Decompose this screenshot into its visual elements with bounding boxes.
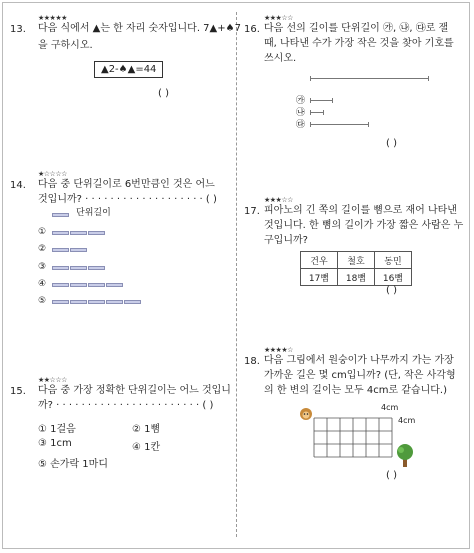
- unit-segment: [70, 283, 87, 287]
- unit-segment: [88, 266, 105, 270]
- option-marker[interactable]: ①: [38, 227, 47, 237]
- option-4[interactable]: ④ 1칸: [132, 442, 161, 453]
- difficulty-stars: ★★☆☆☆: [38, 376, 67, 384]
- line-tick: [310, 122, 311, 127]
- equation-box: ▲2-♠▲=44: [94, 61, 163, 78]
- question-number: 15.: [10, 386, 26, 397]
- option-3[interactable]: ③ 1cm: [38, 438, 72, 449]
- monkey-icon: [300, 408, 312, 420]
- question-text: 것입니다. 한 뼘의 길이가 가장 짧은 사람은 누: [264, 220, 464, 231]
- unit-segment: [70, 248, 87, 252]
- unit-label-na: ㉯: [296, 108, 306, 118]
- unit-label-ga: ㉮: [296, 96, 306, 106]
- question-number: 13.: [10, 24, 26, 35]
- column-divider: [236, 12, 237, 537]
- tree-icon: [397, 444, 413, 467]
- table-header: 건우: [301, 252, 338, 269]
- question-number: 14.: [10, 180, 26, 191]
- table-header: 철호: [338, 252, 375, 269]
- question-text: 때, 나타낸 수가 가장 작은 것을 찾아 기호를: [264, 38, 454, 49]
- unit-segment: [52, 231, 69, 235]
- line-tick: [323, 110, 324, 115]
- unit-segment: [88, 300, 105, 304]
- unit-length-label: 단위길이: [76, 208, 111, 218]
- option-marker[interactable]: ⑤: [38, 296, 47, 306]
- unit-segment: [70, 266, 87, 270]
- question-number: 18.: [244, 356, 260, 367]
- question-number: 17.: [244, 206, 260, 217]
- table-header: 동민: [375, 252, 412, 269]
- unit-segment: [106, 283, 123, 287]
- answer-blank[interactable]: ( ): [158, 88, 169, 99]
- span-table: [300, 251, 412, 286]
- line-tick: [310, 98, 311, 103]
- question-text: 다음 그림에서 원숭이가 나무까지 가는 가장: [264, 355, 454, 366]
- unit-segment: [124, 300, 141, 304]
- table-cell: 17뼘: [301, 269, 338, 286]
- question-text: 을 구하시오.: [38, 40, 93, 51]
- question-text: 다음 식에서 ▲는 한 자리 숫자입니다. 7▲+♠7: [38, 23, 241, 34]
- unit-segment: [52, 300, 69, 304]
- unit-line-ga: [310, 100, 332, 101]
- option-marker[interactable]: ④: [38, 279, 47, 289]
- answer-blank[interactable]: ( ): [386, 285, 397, 296]
- unit-line-na: [310, 112, 323, 113]
- option-marker[interactable]: ③: [38, 262, 47, 272]
- line-tick: [332, 98, 333, 103]
- difficulty-stars: ★☆☆☆☆: [38, 170, 67, 178]
- line-tick: [310, 110, 311, 115]
- question-text: 까? · · · · · · · · · · · · · · · · · · · · · · · ( ): [38, 400, 214, 411]
- route-grid-figure: [298, 404, 418, 470]
- option-2[interactable]: ② 1뼘: [132, 424, 161, 435]
- option-1[interactable]: ① 1걸음: [38, 424, 76, 435]
- question-text: 가까운 길은 몇 cm입니까? (단, 작은 사각형: [264, 370, 456, 381]
- unit-length-bar: [52, 213, 69, 217]
- question-text: 것입니까? · · · · · · · · · · · · · · · · · · · ( ): [38, 194, 217, 205]
- unit-segment: [88, 283, 105, 287]
- unit-segment: [52, 266, 69, 270]
- question-text: 피아노의 긴 쪽의 길이를 뼘으로 재어 나타낸: [264, 205, 457, 216]
- unit-segment: [52, 283, 69, 287]
- question-text: 구입니까?: [264, 235, 308, 246]
- option-5[interactable]: ⑤ 손가락 1마디: [38, 459, 108, 470]
- route-grid: [314, 418, 392, 457]
- answer-blank[interactable]: ( ): [386, 138, 397, 149]
- question-text: 다음 중 단위길이로 6번만큼인 것은 어느: [38, 179, 215, 190]
- difficulty-stars: ★★★☆☆: [264, 196, 293, 204]
- difficulty-stars: ★★★★☆: [264, 346, 293, 354]
- difficulty-stars: ★★★☆☆: [264, 14, 293, 22]
- table-cell: 18뼘: [338, 269, 375, 286]
- unit-segment: [52, 248, 69, 252]
- grid-width-label: 4cm: [381, 403, 399, 412]
- unit-line-da: [310, 124, 368, 125]
- question-text: 의 한 변의 길이는 모두 4cm로 같습니다.): [264, 385, 447, 396]
- line-tick: [310, 76, 311, 81]
- answer-blank[interactable]: ( ): [386, 470, 397, 481]
- difficulty-stars: ★★★★★: [38, 14, 67, 22]
- grid-height-label: 4cm: [398, 416, 416, 425]
- unit-segment: [106, 300, 123, 304]
- unit-segment: [70, 231, 87, 235]
- question-number: 16.: [244, 24, 260, 35]
- question-text: 다음 중 가장 정확한 단위길이는 어느 것입니: [38, 385, 231, 396]
- question-text: 다음 선의 길이를 단위길이 ㉮, ㉯, ㉰로 잴: [264, 23, 449, 34]
- unit-segment: [88, 231, 105, 235]
- unit-segment: [70, 300, 87, 304]
- line-tick: [368, 122, 369, 127]
- question-text: 쓰시오.: [264, 53, 297, 64]
- unit-label-da: ㉰: [296, 120, 306, 130]
- option-marker[interactable]: ②: [38, 244, 47, 254]
- line-tick: [428, 76, 429, 81]
- measured-line: [310, 78, 428, 79]
- table-cell: 16뼘: [375, 269, 412, 286]
